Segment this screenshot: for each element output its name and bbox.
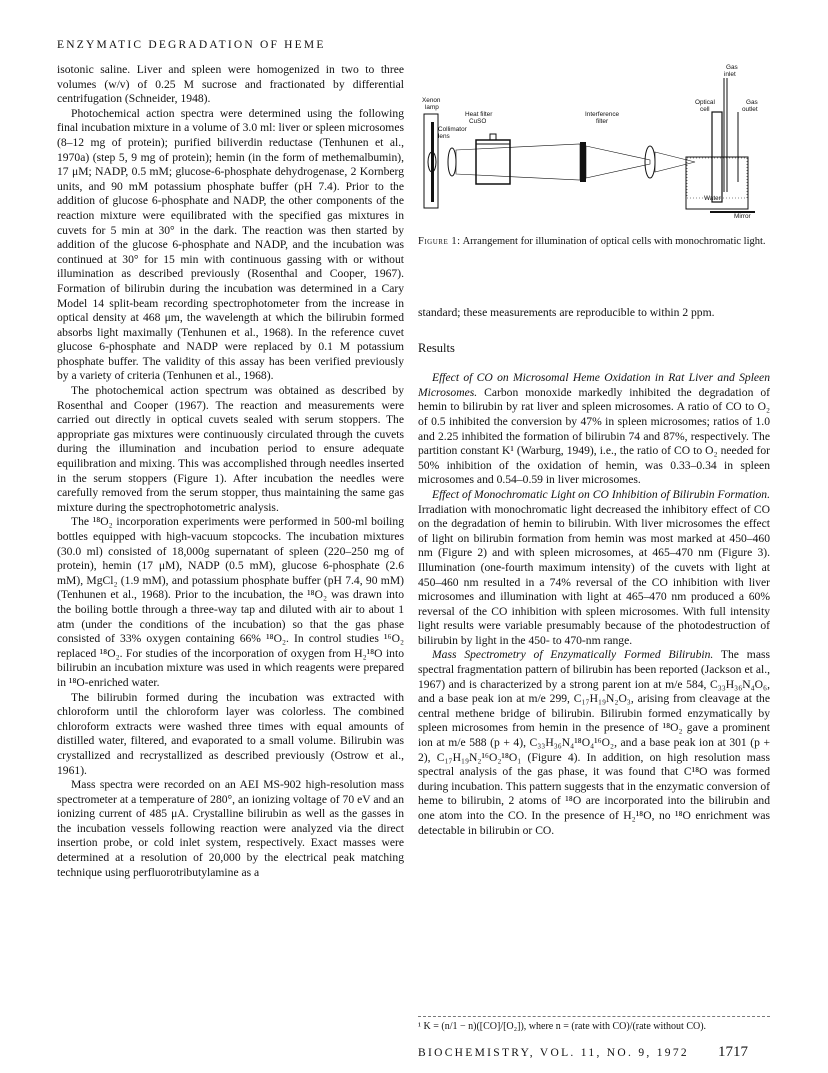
right-column [418, 306, 770, 838]
label-water: Water [704, 195, 721, 202]
subsection-title: Mass Spectrometry of Enzymatically Formed Bilirubin. [432, 648, 714, 662]
label-gas-inlet-1: Gas [726, 64, 738, 71]
page-number: 1717 [718, 1044, 748, 1060]
label-optical-1: Optical [695, 99, 715, 106]
paragraph: The bilirubin formed during the incubation was extracted with chloroform until the chloroform layer was colorless. The combined chloroform extracts were washed three times with equal amounts of distilled water, filtered, and evaporated to a small volume. Bilirubin was crystallized and recrystallized as described previously (Ostrow et al., 1961). [57, 690, 404, 777]
label-collimator-1: Collimator [438, 126, 467, 133]
label-gas-outlet-2: outlet [742, 106, 758, 113]
heat-filter-neck [490, 134, 496, 140]
label-mirror: Mirror [734, 213, 751, 220]
journal-footer: BIOCHEMISTRY, VOL. 11, NO. 9, 1972 [418, 1047, 689, 1059]
paragraph [418, 648, 770, 838]
paragraph: standard; these measurements are reproducible to within 2 ppm. [418, 306, 715, 319]
label-xenon-2: lamp [425, 104, 439, 111]
light-beam-1 [456, 144, 580, 180]
light-beam-2 [586, 146, 650, 178]
label-optical-2: cell [700, 106, 710, 113]
footnote: ¹ K = (n/1 − n)([CO]/[O₂]), where n = (rate with CO)/(rate without CO). [418, 1021, 707, 1032]
caption-label: Figure 1: [418, 236, 461, 247]
paragraph-text: Carbon monoxide markedly inhibited the degradation of hemin to bilirubin by rat liver and spleen microsomes. A ratio of CO to O₂ of 0.5 inhibited the conversion by 47% in spleen microsomes; ratios of 1.0 and 2.25 inhibited the formation of bilirubin 74 and 87%, respectively. The partition constant K¹ (Warburg, 1949), i.e., the ratio of CO to O₂ needed for 50% inhibition of the oxidation of hemin, was 0.33–0.34 in spleen microsomes and 0.54–0.59 in liver microsomes. [418, 385, 770, 487]
paragraph: isotonic saline. Liver and spleen were homogenized in two to three volumes (w/v) of 0.25 M sucrose and fractionated by differential centrifugation (Schneider, 1948). [57, 63, 404, 106]
label-collimator-2: lens [438, 133, 450, 140]
paragraph: The ¹⁸O₂ incorporation experiments were performed in 500-ml boiling bottles equipped with high-vacuum stopcocks. The incubation mixtures (30.0 ml) consisted of 18,000g supernatant of spleen (220–250 mg of protein), hemin (17 μM), NADP (0.5 mM), glucose 6-phosphate (2.6 mM), MgCl₂ (1.9 mM), and potassium phosphate buffer (pH 7.4, 90 mM) (Tenhunen et al., 1968). Prior to the incubation, the ¹⁸O₂ was drawn into the boiling bottle through a three-way tap and diluted with air to about 1 atm (under the conditions of the incubation) so that the gas phase consisted of 33% oxygen containing 66% ¹⁸O₂. In control studies ¹⁶O₂ replaced ¹⁸O₂. For studies of the incorporation of oxygen from H₂¹⁸O into bilirubin an incubation mixture was used in which reagents were prepared in ¹⁸O-enriched water. [57, 515, 404, 689]
caption-text: Arrangement for illumination of optical cells with monochromatic light. [460, 236, 766, 247]
paragraph: Photochemical action spectra were determined using the following final incubation mixture in a volume of 3.0 ml: liver or spleen microsomes (8–12 mg of protein); purified biliverdin reductase (Tenhunen et al., 1970a) (step 5, 9 mg of protein); hemin (in the form of methemalbumin), 17 μM; NADP, 0.5 mM; glucose-6-phosphate dehydrogenase, 2 Kornberg units, and 90 mM potassium phosphate buffer (pH 7.4). Prior to the addition of glucose 6-phosphate and NADP, the other components of the reaction mixture were equilibrated with the specified gas mixtures in cuvets for 5 min at 30° in the dark. The reaction was then started by addition of the glucose 6-phosphate and NADP, and the incubation was continued at 30° for 15 min with continuous gassing with or without illumination as described previously (Rosenthal and Cooper, 1967). Formation of bilirubin during the incubation was determined in a Cary Model 14 split-beam recording spectrophotometer from the increase in optical density at 468 μm, the wavelength at which the bilirubin formed absorbs light maximally (Tenhunen et al., 1968). In the reference cuvet glucose 6-phosphate and NADP were replaced by 0.1 M potassium phosphate buffer. The validity of this assay has been verified previously by a variety of criteria (Tenhunen et al., 1968). [57, 106, 404, 383]
footnote-rule [418, 1016, 770, 1017]
subsection-title: Effect of CO on Microsomal Heme Oxidation in Rat Liver and Spleen Microsomes. [418, 371, 770, 399]
label-heat-filter-2: CuSO [469, 118, 487, 125]
paragraph: The photochemical action spectrum was obtained as described by Rosenthal and Cooper (1967). The reaction and measurements were carried out directly in optical cuvets sealed with serum stoppers. The appropriate gas mixtures were continuously circulated through the cuvets during the illumination and incubation period to ensure adequate equilibration and mixing. This was accomplished through needles inserted in the serum stoppers (Figure 1). After incubation the needles were carefully removed from the serum stopper, thus maintaining the same gas mixture during the spectrophotometric analysis. [57, 384, 404, 514]
label-gas-outlet-1: Gas [746, 99, 758, 106]
paragraph [418, 488, 770, 649]
subsection-title: Effect of Monochromatic Light on CO Inhibition of Bilirubin Formation. [432, 487, 770, 501]
collimator-lens [448, 148, 456, 176]
paragraph [418, 371, 770, 488]
apparatus-diagram [420, 62, 770, 222]
heat-filter-cell [476, 140, 510, 184]
light-beam-3 [655, 152, 695, 172]
label-heat-filter-1: Heat filter [465, 111, 493, 118]
figure-1-caption [418, 235, 770, 248]
label-interference-1: Interference [585, 111, 620, 118]
paragraph-text: Irradiation with monochromatic light decreased the inhibitory effect of CO on the degradation of hemin to bilirubin. With liver microsomes the effect of light on bilirubin formation from hemin was most marked at 450–460 nm (Figure 2) and with spleen microsomes, at 465–470 nm (Figure 3). Illumination (one-fourth maximum intensity) of the cuvets with light at 450–460 nm resulted in a 74% reversal of the CO inhibition with liver microsomes and illumination with light at 465–470 nm produced a 60% reversal of the CO inhibition with spleen microsomes. With full intensity light results were variable presumably because of the photodestruction of bilirubin by light in the 450- to 470-nm range. [418, 502, 770, 647]
paragraph-text: The mass spectral fragmentation pattern of bilirubin has been reported (Jackson et al., 1967) and is characterized by a strong parent ion at m/e 584, C₃₃H₃₆N₄O₆, and a base peak ion at m/e 299, C₁₇H₁₉N₂O₃, arising from cleavage at the central methene bridge of bilirubin. Bilirubin formed enzymatically by spleen microsomes from hemin in the presence of ¹⁸O₂ gave a prominent ion at m/e 588 (p + 4), C₃₃H₃₆N₄¹⁸O₄¹⁶O₂, and a base peak ion at 301 (p + 2), C₁₇H₁₉N₂¹⁶O₂¹⁸O₁ (Figure 4). In addition, on high resolution mass spectral analysis of the gas phase, it was found that C¹⁸O was formed during incubation. This pattern suggests that in the enzymatic conversion of heme to bilirubin, 2 atoms of ¹⁸O are incorporated into the bilirubin and one atom into the CO. In the presence of H₂¹⁸O, no ¹⁸O enrichment was detectable in bilirubin or CO. [418, 648, 770, 837]
lamp-stand [431, 122, 434, 202]
label-xenon-1: Xenon [422, 97, 441, 104]
figure-1-apparatus [420, 62, 770, 222]
paragraph: Mass spectra were recorded on an AEI MS-902 high-resolution mass spectrometer at a temperature of 280°, an ionizing voltage of 70 eV and an ionizing current of 485 μA. Crystalline bilirubin as well as the gasses in the incubation vessels following reaction were analyzed via the direct insertion probe, or cold inlet system, respectively. Exact masses were determined at a resolution of 20,000 by the electrical peak matching technique using perfluorotributylamine as a [57, 778, 404, 879]
running-head: ENZYMATIC DEGRADATION OF HEME [57, 39, 326, 51]
left-column [57, 63, 404, 880]
label-gas-inlet-2: inlet [724, 71, 736, 78]
interference-filter [580, 142, 586, 182]
label-interference-2: filter [596, 118, 609, 125]
section-heading-results: Results [418, 340, 455, 355]
